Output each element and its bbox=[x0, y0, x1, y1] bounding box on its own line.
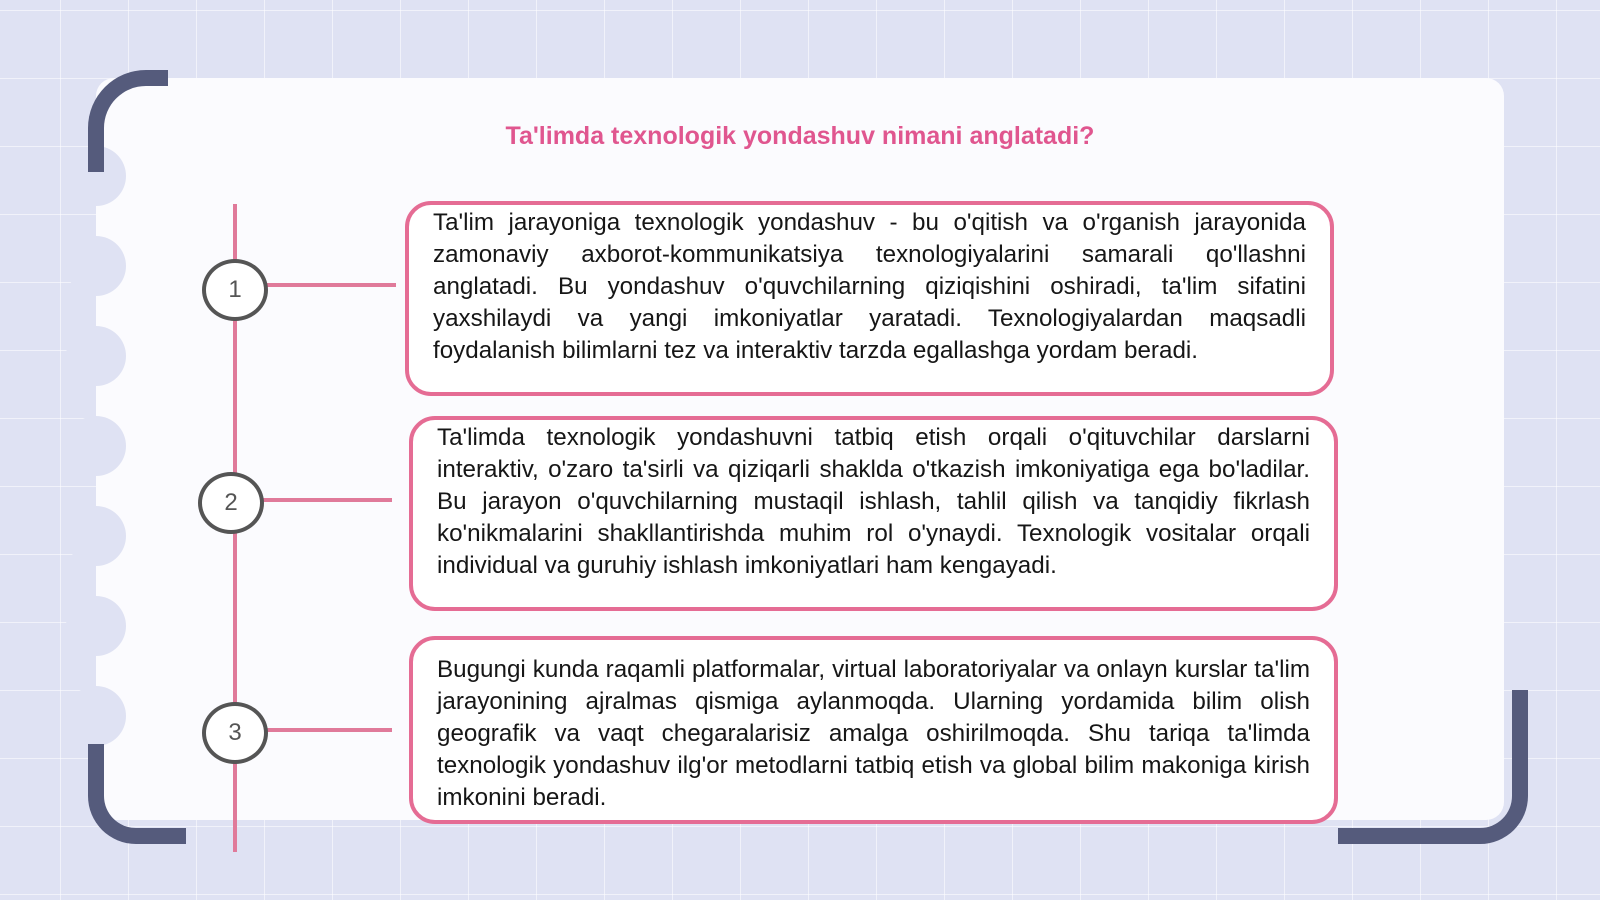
step-2-number-badge: 2 bbox=[198, 472, 264, 534]
step-2-text: Ta'limda texnologik yondashuvni tatbiq etish orqali o'qituvchilar darslarni interaktiv, o'zaro ta'sirli va qiziqarli shaklda o'tkazish imkoniyatiga ega bo'ladilar. Bu jarayon o'quvchilarning mustaqil ishlash, tahlil qilish va tanqidiy fikrlash ko'nikmalarini shakllantirishda muhim rol o'ynaydi. Texnologik vositalar orqali individual va guruhiy ishlash imkoniyatlari ham kengayadi. bbox=[437, 424, 1310, 579]
scallop-decoration bbox=[66, 416, 126, 476]
step-3-text: Bugungi kunda raqamli platformalar, virtual laboratoriyalar va onlayn kurslar ta'lim jarayonining ajralmas qismiga aylanmoqda. Ularning yordamida bilim olish geografik va vaqt chegaralarisiz amalga oshirilmoqda. Shu tariqa ta'limda texnologik yondashuv ilg'or metodlarni tatbiq etish va global bilim makoniga kirish imkonini beradi. bbox=[437, 656, 1310, 811]
step-3-number-badge: 3 bbox=[202, 702, 268, 764]
step-1-text-box bbox=[405, 201, 1334, 396]
step-1-connector bbox=[266, 283, 396, 287]
step-2-connector bbox=[262, 498, 392, 502]
scallop-decoration bbox=[66, 326, 126, 386]
scallop-decoration bbox=[66, 506, 126, 566]
step-1-number-badge: 1 bbox=[202, 259, 268, 321]
step-3-text-box bbox=[409, 636, 1338, 824]
corner-bracket-bottom-left bbox=[88, 744, 186, 844]
step-1-text: Ta'lim jarayoniga texnologik yondashuv - bu o'qitish va o'rganish jarayonida zamonaviy axborot-kommunikatsiya texnologiyalarini samarali qo'llashni anglatadi. Bu yondashuv o'quvchilarning qiziqishini oshiradi, ta'lim sifatini yaxshilaydi va yangi imkoniyatlar yaratadi. Texnologiyalardan maqsadli foydalanish bilimlarni tez va interaktiv tarzda egallashga yordam beradi. bbox=[433, 209, 1306, 364]
step-2-text-box bbox=[409, 416, 1338, 611]
scallop-decoration bbox=[66, 686, 126, 746]
scallop-decoration bbox=[66, 596, 126, 656]
corner-bracket-bottom-right bbox=[1338, 690, 1528, 844]
step-3-connector bbox=[266, 728, 392, 732]
scallop-decoration bbox=[66, 236, 126, 296]
slide-title: Ta'limda texnologik yondashuv nimani anglatadi? bbox=[505, 122, 1095, 150]
